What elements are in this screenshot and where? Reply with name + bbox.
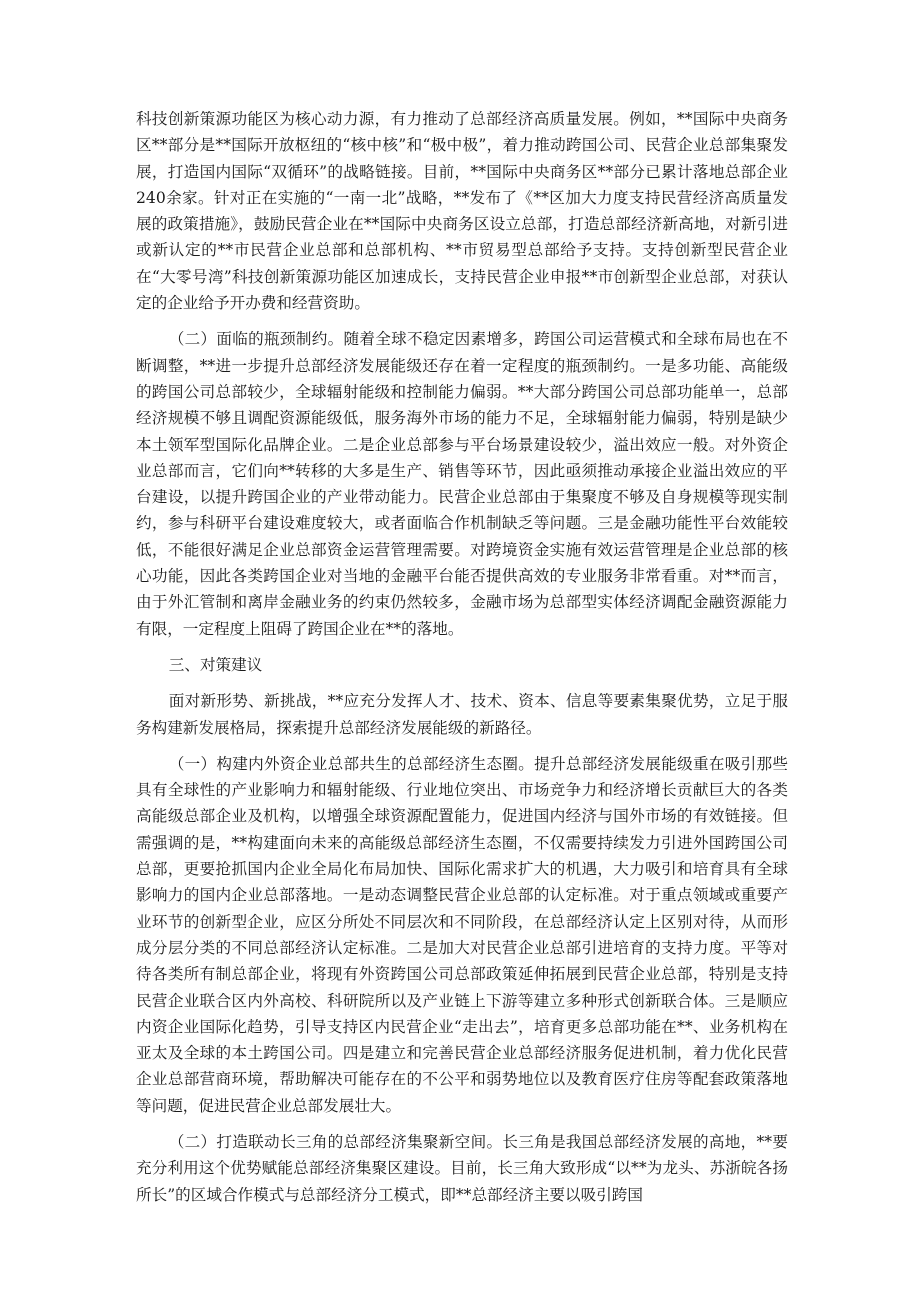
paragraph-intro: 面对新形势、新挑战，**应充分发挥人才、技术、资本、信息等要素集聚优势，立足于服务构建新发展格局，探索提升总部经济发展能级的新路径。 — [136, 692, 788, 737]
paragraph-ecosystem: （一）构建内外资企业总部共生的总部经济生态圈。提升总部经济发展能级重在吸引那些具有全球性的产业影响力和辐射能级、行业地位突出、市场竞争力和经济增长贡献巨大的各类高能级总部企业及机构，以增强全球资源配置能力，促进国内经济与国外市场的有效链接。但需强调的是，**构建面向未来的高能级总部经济生态圈，不仅需要持续发力引进外国跨国公司总部，更要抢抓国内企业全局化布局加快、国际化需求扩大的机遇，大力吸引和培育具有全球影响力的国内企业总部落地。一是动态调整民营企业总部的认定标准。对于重点领域或重要产业环节的创新型企业，应区分所处不同层次和不同阶段，在总部经济认定上区别对待，从而形成分层分类的不同总部经济认定标准。二是加大对民营企业总部引进培育的支持力度。平等对待各类所有制总部企业，将现有外资跨国公司总部政策延伸拓展到民营企业总部，特别是支持民营企业联合区内外高校、科研院所以及产业链上下游等建立多种形式创新联合体。三是顺应内资企业国际化趋势，引导支持区内民营企业“走出去”，培育更多总部功能在**、业务机构在亚太及全球的本土跨国公司。四是建立和完善民营企业总部经济服务促进机制，着力优化民营企业总部营商环境，帮助解决可能存在的不公平和弱势地位以及教育医疗住房等配套政策落地等问题，促进民营企业总部发展壮大。 — [136, 754, 788, 1115]
section-heading: 三、对策建议 — [168, 655, 263, 674]
paragraph-bottleneck: （二）面临的瓶颈制约。随着全球不稳定因素增多，跨国公司运营模式和全球布局也在不断调整，**进一步提升总部经济发展能级还存在着一定程度的瓶颈制约。一是多功能、高能级的跨国公司总部较少，全球辐射能级和控制能力偏弱。**大部分跨国公司总部功能单一，总部经济规模不够且调配资源能级低，服务海外市场的能力不足，全球辐射能力偏弱，特别是缺少本土领军型国际化品牌企业。二是企业总部参与平台场景建设较少，溢出效应一般。对外资企业总部而言，它们向**转移的大多是生产、销售等环节，因此亟须推动承接企业溢出效应的平台建设，以提升跨国企业的产业带动能力。民营企业总部由于集聚度不够及自身规模等现实制约，参与科研平台建设难度较大，或者面临合作机制缺乏等问题。三是金融功能性平台效能较低，不能很好满足企业总部资金运营管理需要。对跨境资金实施有效运营管理是企业总部的核心功能，因此各类跨国企业对当地的金融平台能否提供高效的专业服务非常看重。对**而言，由于外汇管制和离岸金融业务的约束仍然较多，金融市场为总部型实体经济调配金融资源能力有限，一定程度上阻碍了跨国企业在**的落地。 — [136, 330, 788, 638]
paragraph-yangtze: （二）打造联动长三角的总部经济集聚新空间。长三角是我国总部经济发展的高地，**要充分利用这个优势赋能总部经济集聚区建设。目前，长三角大致形成“以**为龙头、苏浙皖各扬所长”的区域合作模式与总部经济分工模式，即**总部经济主要以吸引跨国 — [136, 1132, 788, 1204]
document-page — [136, 106, 788, 1218]
paragraph-continued: 科技创新策源功能区为核心动力源，有力推动了总部经济高质量发展。例如，**国际中央商务区**部分是**国际开放枢纽的“核中核”和“极中极”，着力推动跨国公司、民营企业总部集聚发展，打造国内国际“双循环”的战略链接。目前，**国际中央商务区**部分已累计落地总部企业240余家。针对正在实施的“一南一北”战略，**发布了《**区加大力度支持民营经济高质量发展的政策措施》，鼓励民营企业在**国际中央商务区设立总部，打造总部经济新高地，对新引进或新认定的**市民营企业总部和总部机构、**市贸易型总部给予支持。支持创新型民营企业在“大零号湾”科技创新策源功能区加速成长，支持民营企业申报**市创新型企业总部，对获认定的企业给予开办费和经营资助。 — [136, 110, 788, 313]
